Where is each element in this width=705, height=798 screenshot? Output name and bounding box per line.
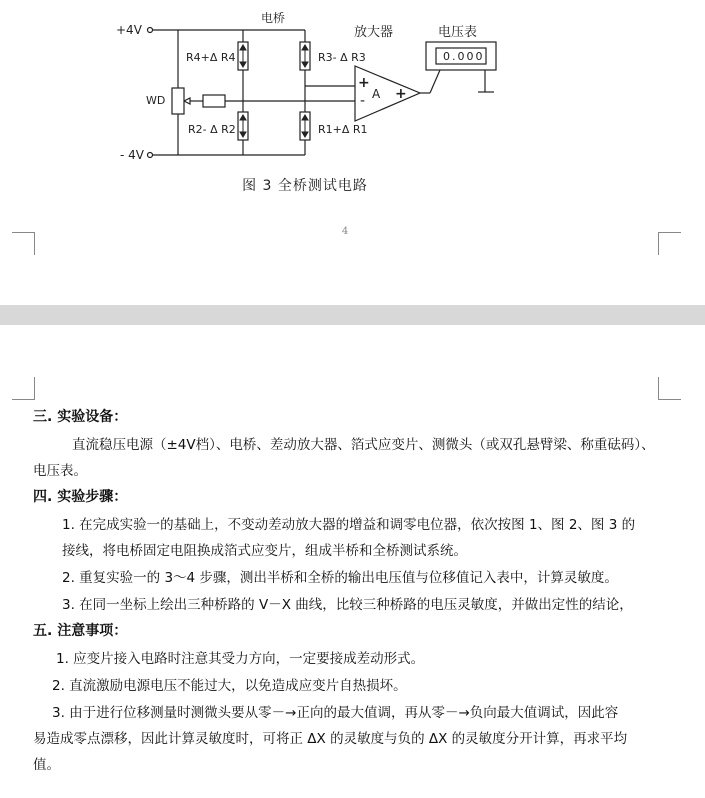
minus-supply-label: - 4V — [120, 148, 144, 162]
section-4-item-2: 2. 重复实验一的 3～4 步骤，测出半桥和全桥的输出电压值与位移值记入表中，计算灵敏度。 — [62, 570, 618, 586]
crop-mark-top-right — [658, 377, 681, 400]
figure-caption: 图 3 全桥测试电路 — [242, 178, 368, 194]
plus-supply-label: +4V — [116, 23, 142, 37]
section-5-item-3-line-1: 3. 由于进行位移测量时测微头要从零－→正向的最大值调，再从零－→负向最大值调试，因此容 — [52, 705, 619, 721]
section-3-body-line-1: 直流稳压电源（±4V档）、电桥、差动放大器、箔式应变片、测微头（或双孔悬臂梁、称重砝码）、 — [72, 437, 655, 453]
r2-label: R2- Δ R2 — [188, 123, 236, 136]
page-bottom — [0, 325, 705, 798]
r4-label: R4+Δ R4 — [186, 51, 236, 64]
page-top — [0, 0, 705, 305]
amp-letter: A — [372, 87, 381, 101]
amp-minus-input: - — [360, 93, 366, 109]
section-5-item-1: 1. 应变片接入电路时注意其受力方向，一定要接成差动形式。 — [56, 651, 425, 667]
section-3-body-line-2: 电压表。 — [33, 463, 87, 479]
wd-label: WD — [146, 94, 166, 107]
full-bridge-circuit-diagram — [0, 0, 705, 175]
r1-label: R1+Δ R1 — [318, 123, 368, 136]
amp-output-plus: + — [395, 86, 407, 102]
voltmeter-title: 电压表 — [438, 25, 478, 40]
amp-plus-input: + — [358, 75, 370, 91]
section-5-item-3-line-3: 值。 — [33, 757, 60, 773]
section-5-title: 五. 注意事项： — [33, 623, 128, 639]
crop-mark-bottom-right — [658, 232, 681, 255]
voltmeter-display: 0.000 — [443, 50, 485, 63]
section-3-title: 三. 实验设备： — [33, 409, 128, 425]
section-5-item-2: 2. 直流激励电源电压不能过大，以免造成应变片自热损坏。 — [52, 678, 407, 694]
bridge-label: 电桥 — [261, 11, 286, 25]
section-4-item-1-line-2: 接线，将电桥固定电阻换成箔式应变片，组成半桥和全桥测试系统。 — [62, 543, 467, 559]
r3-label: R3- Δ R3 — [318, 51, 366, 64]
crop-mark-bottom-left — [12, 232, 35, 255]
crop-mark-top-left — [12, 377, 35, 400]
section-4-item-1-line-1: 1. 在完成实验一的基础上，不变动差动放大器的增益和调零电位器，依次按图 1、图 2、图 3 的 — [62, 517, 636, 533]
section-4-title: 四. 实验步骤： — [33, 489, 128, 505]
amp-title: 放大器 — [354, 25, 394, 40]
section-5-item-3-line-2: 易造成零点漂移，因此计算灵敏度时，可将正 ΔX 的灵敏度与负的 ΔX 的灵敏度分开计算，再求平均 — [33, 731, 628, 747]
section-4-item-3: 3. 在同一坐标上绘出三种桥路的 V－X 曲线，比较三种桥路的电压灵敏度，并做出定性的结论， — [62, 597, 633, 613]
page-number: 4 — [341, 226, 349, 237]
page-gap — [0, 305, 705, 325]
